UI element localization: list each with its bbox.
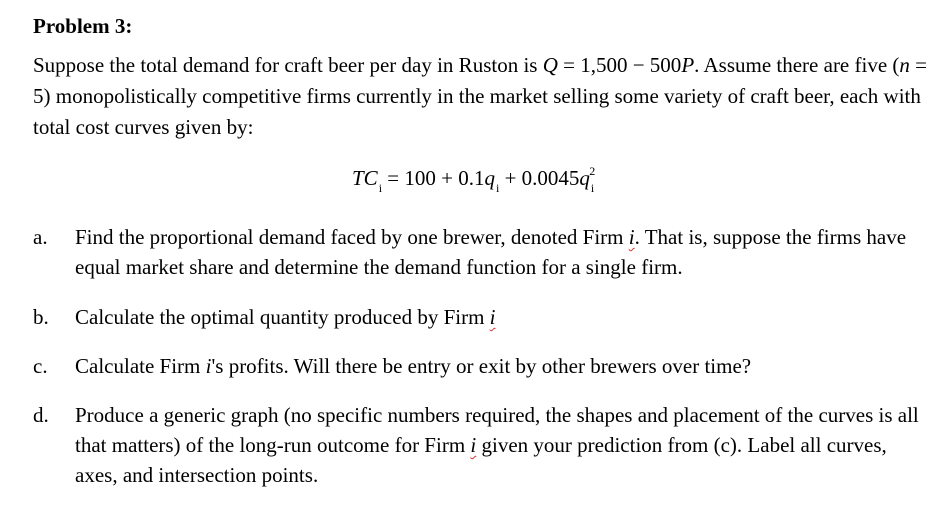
eq-q1: q: [484, 166, 495, 190]
eq-sup-2: 2: [589, 164, 596, 178]
question-d-text: Produce a generic graph (no specific numbers required, the shapes and placement of the curves is all that matters) of the long-run outcome for Firm i given your prediction from (c). Label all curves, axes, and intersection points.: [75, 403, 919, 487]
question-b-text: Calculate the optimal quantity produced by Firm i: [75, 305, 496, 329]
var-n: n: [899, 53, 910, 77]
question-b-marker: b.: [33, 305, 49, 329]
question-c-marker: c.: [33, 354, 48, 378]
problem-title: Problem 3:: [33, 14, 133, 38]
eq-sub-i3: i: [590, 181, 595, 195]
intro-eq: = 1,500 − 500: [557, 53, 682, 77]
eq-q2: q: [579, 166, 590, 190]
eq-mid: = 100 + 0.1: [382, 166, 485, 190]
eq-plus: + 0.0045: [499, 166, 580, 190]
total-cost-equation: [352, 164, 596, 195]
var-i: i: [470, 433, 477, 457]
intro-text-2: . Assume there are five (: [694, 53, 900, 77]
var-q: Q: [542, 53, 558, 77]
eq-tc: TC: [352, 166, 378, 190]
var-i: i: [489, 305, 496, 329]
eq-sub-i2: i: [495, 181, 500, 195]
intro-text-1: Suppose the total demand for craft beer per day in Ruston is: [33, 53, 543, 77]
var-i: i: [205, 354, 212, 378]
eq-sub-i: i: [378, 181, 383, 195]
intro-text-3: = 5) monopolistically competitive firms currently in the market selling some variety of craft beer, each with total cost curves given by:: [33, 53, 927, 139]
question-a-marker: a.: [33, 225, 48, 249]
var-i: i: [628, 225, 635, 249]
var-p: P: [681, 53, 695, 77]
question-c-text: Calculate Firm i's profits. Will there be entry or exit by other brewers over time?: [75, 354, 752, 378]
question-a-text: Find the proportional demand faced by one brewer, denoted Firm i. That is, suppose the firms have equal market share and determine the demand function for a single firm.: [75, 225, 907, 279]
problem-intro: [33, 50, 938, 143]
question-d-marker: d.: [33, 403, 49, 427]
